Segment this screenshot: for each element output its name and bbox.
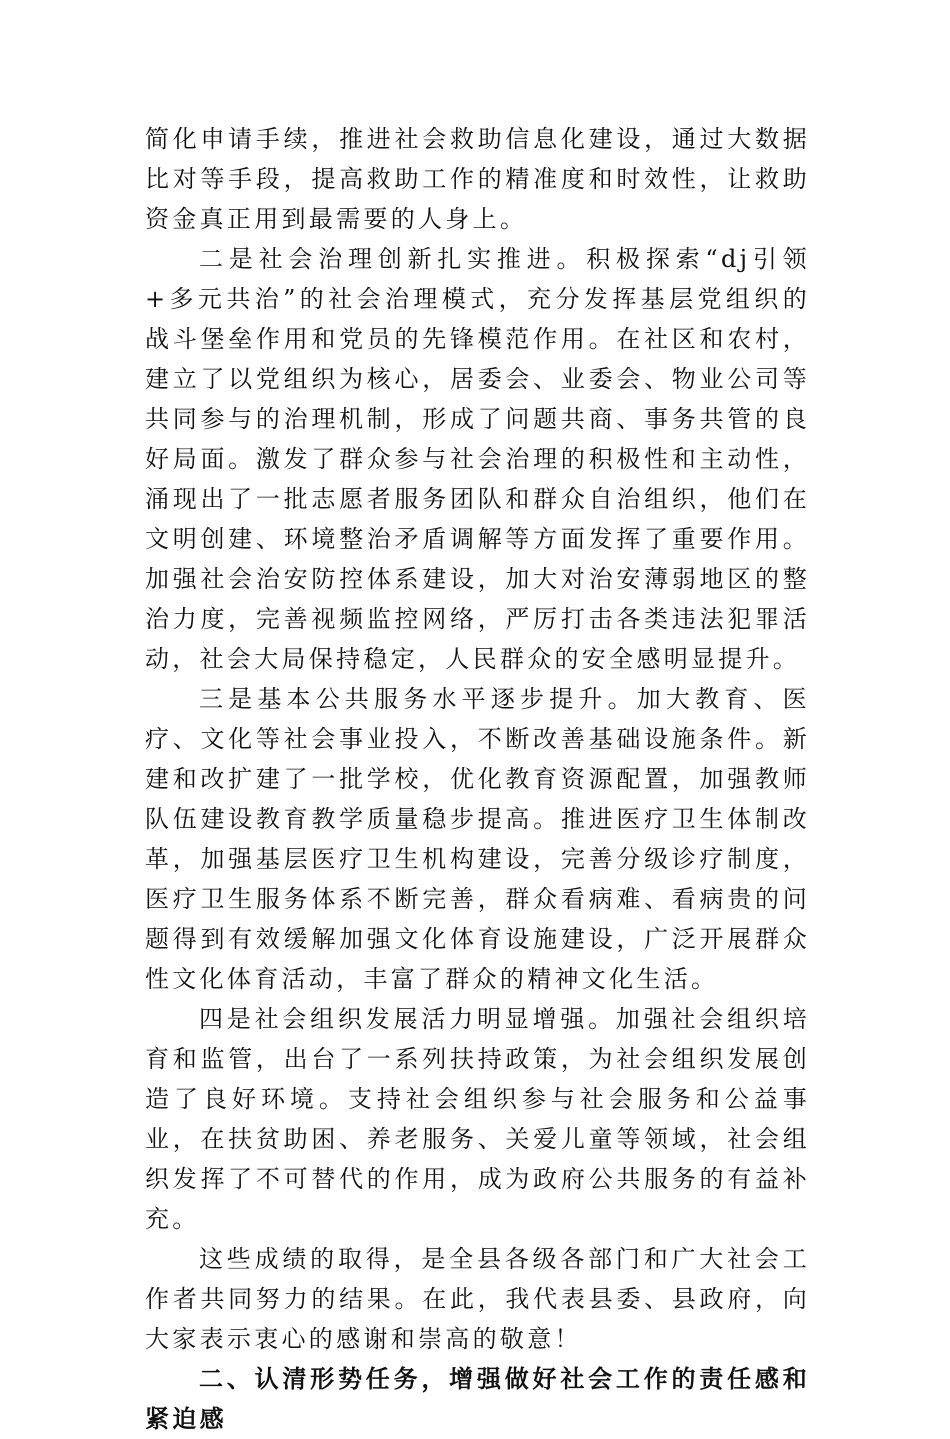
section-heading: 二、认清形势任务，增强做好社会工作的责任感和紧迫感 <box>145 1365 810 1433</box>
paragraph-social-governance: 二是社会治理创新扎实推进。积极探索“dj引领+多元共治”的社会治理模式，充分发挥基层党组织的战斗堡垒作用和党员的先锋模范作用。在社区和农村，建立了以党组织为核心，居委会、业委会、物业公司等共同参与的治理机制，形成了问题共商、事务共管的良好局面。激发了群众参与社会治理的积极性和主动性，涌现出了一批志愿者服务团队和群众自治组织，他们在文明创建、环境整治矛盾调解等方面发挥了重要作用。加强社会治安防控体系建设，加大对治安薄弱地区的整治力度，完善视频监控网络，严厉打击各类违法犯罪活动，社会大局保持稳定，人民群众的安全感明显提升。 <box>145 245 810 673</box>
paragraph-social-assistance-continued: 简化申请手续，推进社会救助信息化建设，通过大数据比对等手段，提高救助工作的精准度和时效性，让救助资金真正用到最需要的人身上。 <box>145 125 810 233</box>
document-body <box>145 119 810 1439</box>
paragraph-public-services: 三是基本公共服务水平逐步提升。加大教育、医疗、文化等社会事业投入，不断改善基础设施条件。新建和改扩建了一批学校，优化教育资源配置，加强教师队伍建设教育教学质量稳步提高。推进医疗卫生体制改革，加强基层医疗卫生机构建设，完善分级诊疗制度，医疗卫生服务体系不断完善，群众看病难、看病贵的问题得到有效缓解加强文化体育设施建设，广泛开展群众性文化体育活动，丰富了群众的精神文化生活。 <box>145 685 810 993</box>
paragraph-social-organizations: 四是社会组织发展活力明显增强。加强社会组织培育和监管，出台了一系列扶持政策，为社会组织发展创造了良好环境。支持社会组织参与社会服务和公益事业，在扶贫助困、养老服务、关爱儿童等领域，社会组织发挥了不可替代的作用，成为政府公共服务的有益补充。 <box>145 1005 810 1233</box>
paragraph-acknowledgement: 这些成绩的取得，是全县各级各部门和广大社会工作者共同努力的结果。在此，我代表县委、县政府，向大家表示衷心的感谢和崇高的敬意！ <box>145 1245 810 1353</box>
